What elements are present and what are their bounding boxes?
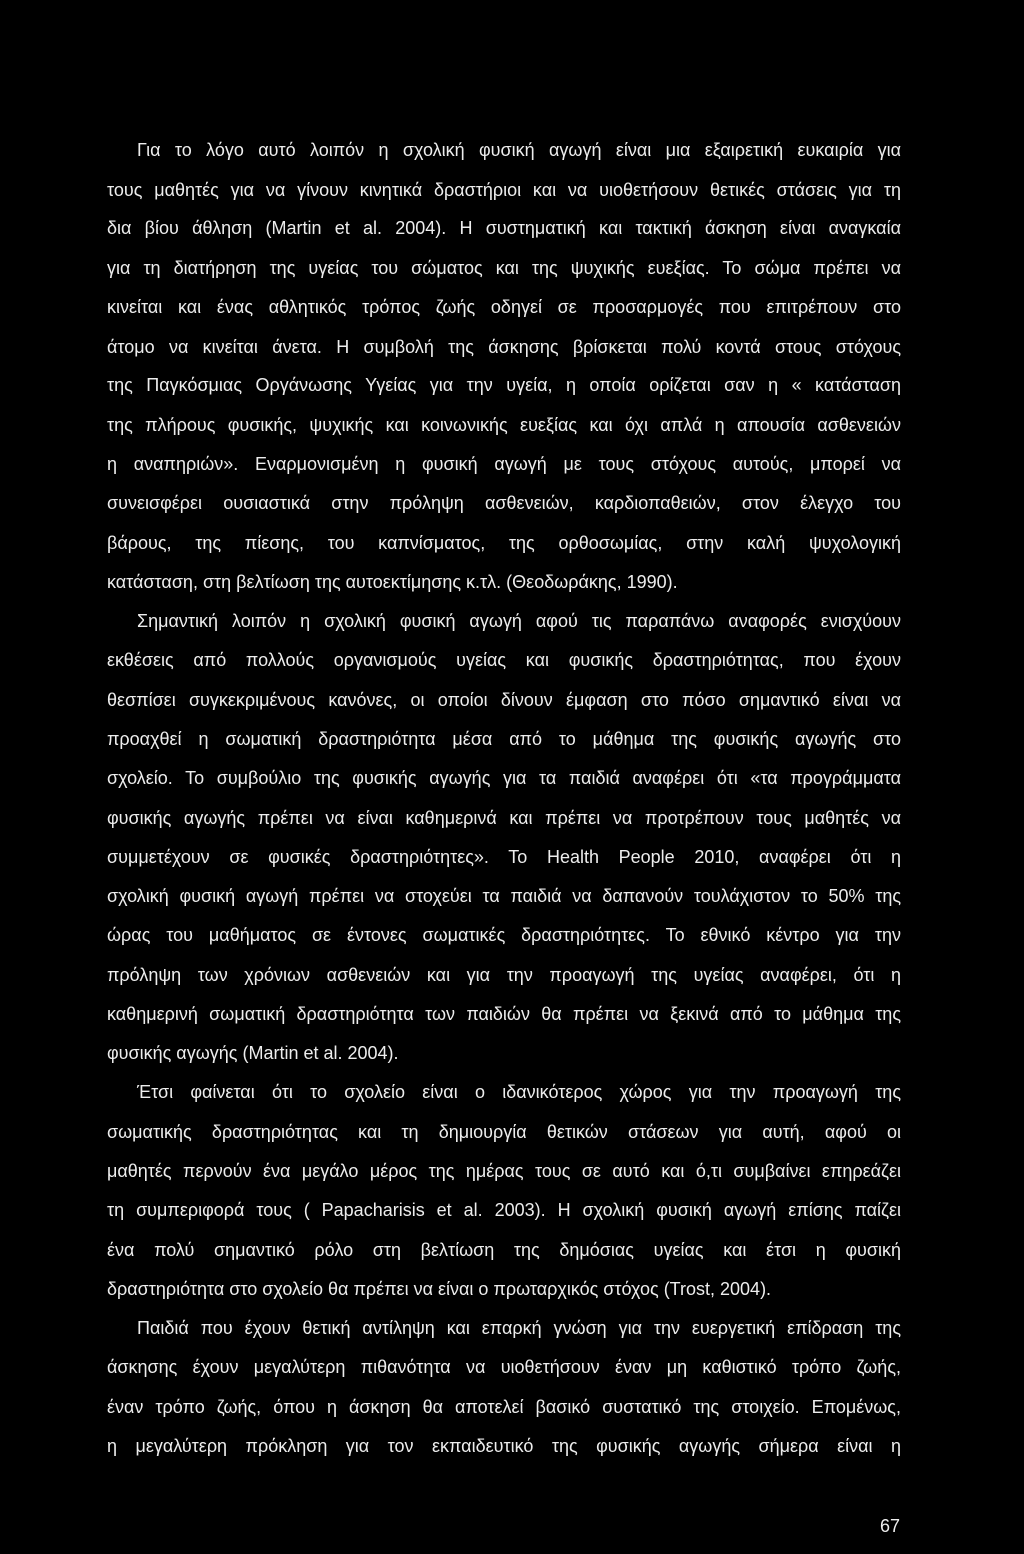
text-line: κατάσταση, στη βελτίωση της αυτοεκτίμησης κ.τλ. (Θεοδωράκης, 1990). xyxy=(107,572,678,592)
text-line: άσκησης έχουν μεγαλύτερη πιθανότητα να υιοθετήσουν έναν μη καθιστικό τρόπο ζωής, xyxy=(107,1357,901,1377)
text-line: θεσπίσει συγκεκριμένους κανόνες, οι οποίοι δίνουν έμφαση στο πόσο σημαντικό είναι να xyxy=(107,690,901,710)
text-line: Σημαντική λοιπόν η σχολική φυσική αγωγή αφού τις παραπάνω αναφορές ενισχύουν xyxy=(137,611,901,631)
text-line: συνεισφέρει ουσιαστικά στην πρόληψη ασθενειών, καρδιοπαθειών, στον έλεγχο του xyxy=(107,493,901,513)
text-line: Για το λόγο αυτό λοιπόν η σχολική φυσική αγωγή είναι μια εξαιρετική ευκαιρία για xyxy=(137,140,901,160)
text-line: της Παγκόσμιας Οργάνωσης Υγείας για την υγεία, η οποία ορίζεται σαν η « κατάσταση xyxy=(107,375,901,395)
text-line: η αναπηριών». Εναρμονισμένη η φυσική αγωγή με τους στόχους αυτούς, μπορεί να xyxy=(107,454,901,474)
text-line: της πλήρους φυσικής, ψυχικής και κοινωνικής ευεξίας και όχι απλά η απουσία ασθενειών xyxy=(107,415,901,435)
text-line: Παιδιά που έχουν θετική αντίληψη και επαρκή γνώση για την ευεργετική επίδραση της xyxy=(137,1318,901,1338)
text-line: δια βίου άθληση (Martin et al. 2004). Η συστηματική και τακτική άσκηση είναι αναγκαία xyxy=(107,218,901,238)
text-line: σχολική φυσική αγωγή πρέπει να στοχεύει τα παιδιά να δαπανούν τουλάχιστον το 50% της xyxy=(107,886,901,906)
text-line: καθημερινή σωματική δραστηριότητα των παιδιών θα πρέπει να ξεκινά από το μάθημα της xyxy=(107,1004,901,1024)
text-line: φυσικής αγωγής πρέπει να είναι καθημερινά και πρέπει να προτρέπουν τους μαθητές να xyxy=(107,808,901,828)
page-number: 67 xyxy=(879,1516,900,1536)
text-line: τη συμπεριφορά τους ( Papacharisis et al. 2003). Η σχολική φυσική αγωγή επίσης παίζει xyxy=(107,1200,901,1220)
text-line: κινείται και ένας αθλητικός τρόπος ζωής οδηγεί σε προσαρμογές που επιτρέπουν στο xyxy=(107,297,901,317)
text-line: φυσικής αγωγής (Martin et al. 2004). xyxy=(107,1043,399,1063)
text-line: ένα πολύ σημαντικό ρόλο στη βελτίωση της δημόσιας υγείας και έτσι η φυσική xyxy=(107,1240,901,1260)
text-line: η μεγαλύτερη πρόκληση για τον εκπαιδευτικό της φυσικής αγωγής σήμερα είναι η xyxy=(107,1436,901,1456)
text-line: εκθέσεις από πολλούς οργανισμούς υγείας και φυσικής δραστηριότητας, που έχουν xyxy=(107,650,901,670)
text-line: συμμετέχουν σε φυσικές δραστηριότητες». Το Health People 2010, αναφέρει ότι η xyxy=(107,847,901,867)
text-line: άτομο να κινείται άνετα. Η συμβολή της άσκησης βρίσκεται πολύ κοντά στους στόχους xyxy=(107,337,901,357)
text-line: προαχθεί η σωματική δραστηριότητα μέσα από το μάθημα της φυσικής αγωγής στο xyxy=(107,729,901,749)
text-line: μαθητές περνούν ένα μεγάλο μέρος της ημέρας τους σε αυτό και ό,τι συμβαίνει επηρεάζει xyxy=(107,1161,901,1181)
text-line: δραστηριότητα στο σχολείο θα πρέπει να είναι ο πρωταρχικός στόχος (Trost, 2004). xyxy=(107,1279,772,1299)
text-line: σχολείο. Το συμβούλιο της φυσικής αγωγής για τα παιδιά αναφέρει ότι «τα προγράμματα xyxy=(107,768,901,788)
text-line: τους μαθητές για να γίνουν κινητικά δραστήριοι και να υιοθετήσουν θετικές στάσεις για τη xyxy=(107,180,901,200)
text-line: σωματικής δραστηριότητας και τη δημιουργία θετικών στάσεων για αυτή, αφού οι xyxy=(107,1122,901,1142)
text-line: Έτσι φαίνεται ότι το σχολείο είναι ο ιδανικότερος χώρος για την προαγωγή της xyxy=(137,1082,901,1102)
text-line: πρόληψη των χρόνιων ασθενειών και για την προαγωγή της υγείας αναφέρει, ότι η xyxy=(107,965,901,985)
text-line: για τη διατήρηση της υγείας του σώματος και της ψυχικής ευεξίας. Το σώμα πρέπει να xyxy=(107,258,901,278)
text-line: ώρας του μαθήματος σε έντονες σωματικές δραστηριότητες. Το εθνικό κέντρο για την xyxy=(107,925,901,945)
text-line: βάρους, της πίεσης, του καπνίσματος, της ορθοσωμίας, στην καλή ψυχολογική xyxy=(107,533,901,553)
text-line: έναν τρόπο ζωής, όπου η άσκηση θα αποτελεί βασικό συστατικό της στοιχείο. Επομένως, xyxy=(107,1397,901,1417)
